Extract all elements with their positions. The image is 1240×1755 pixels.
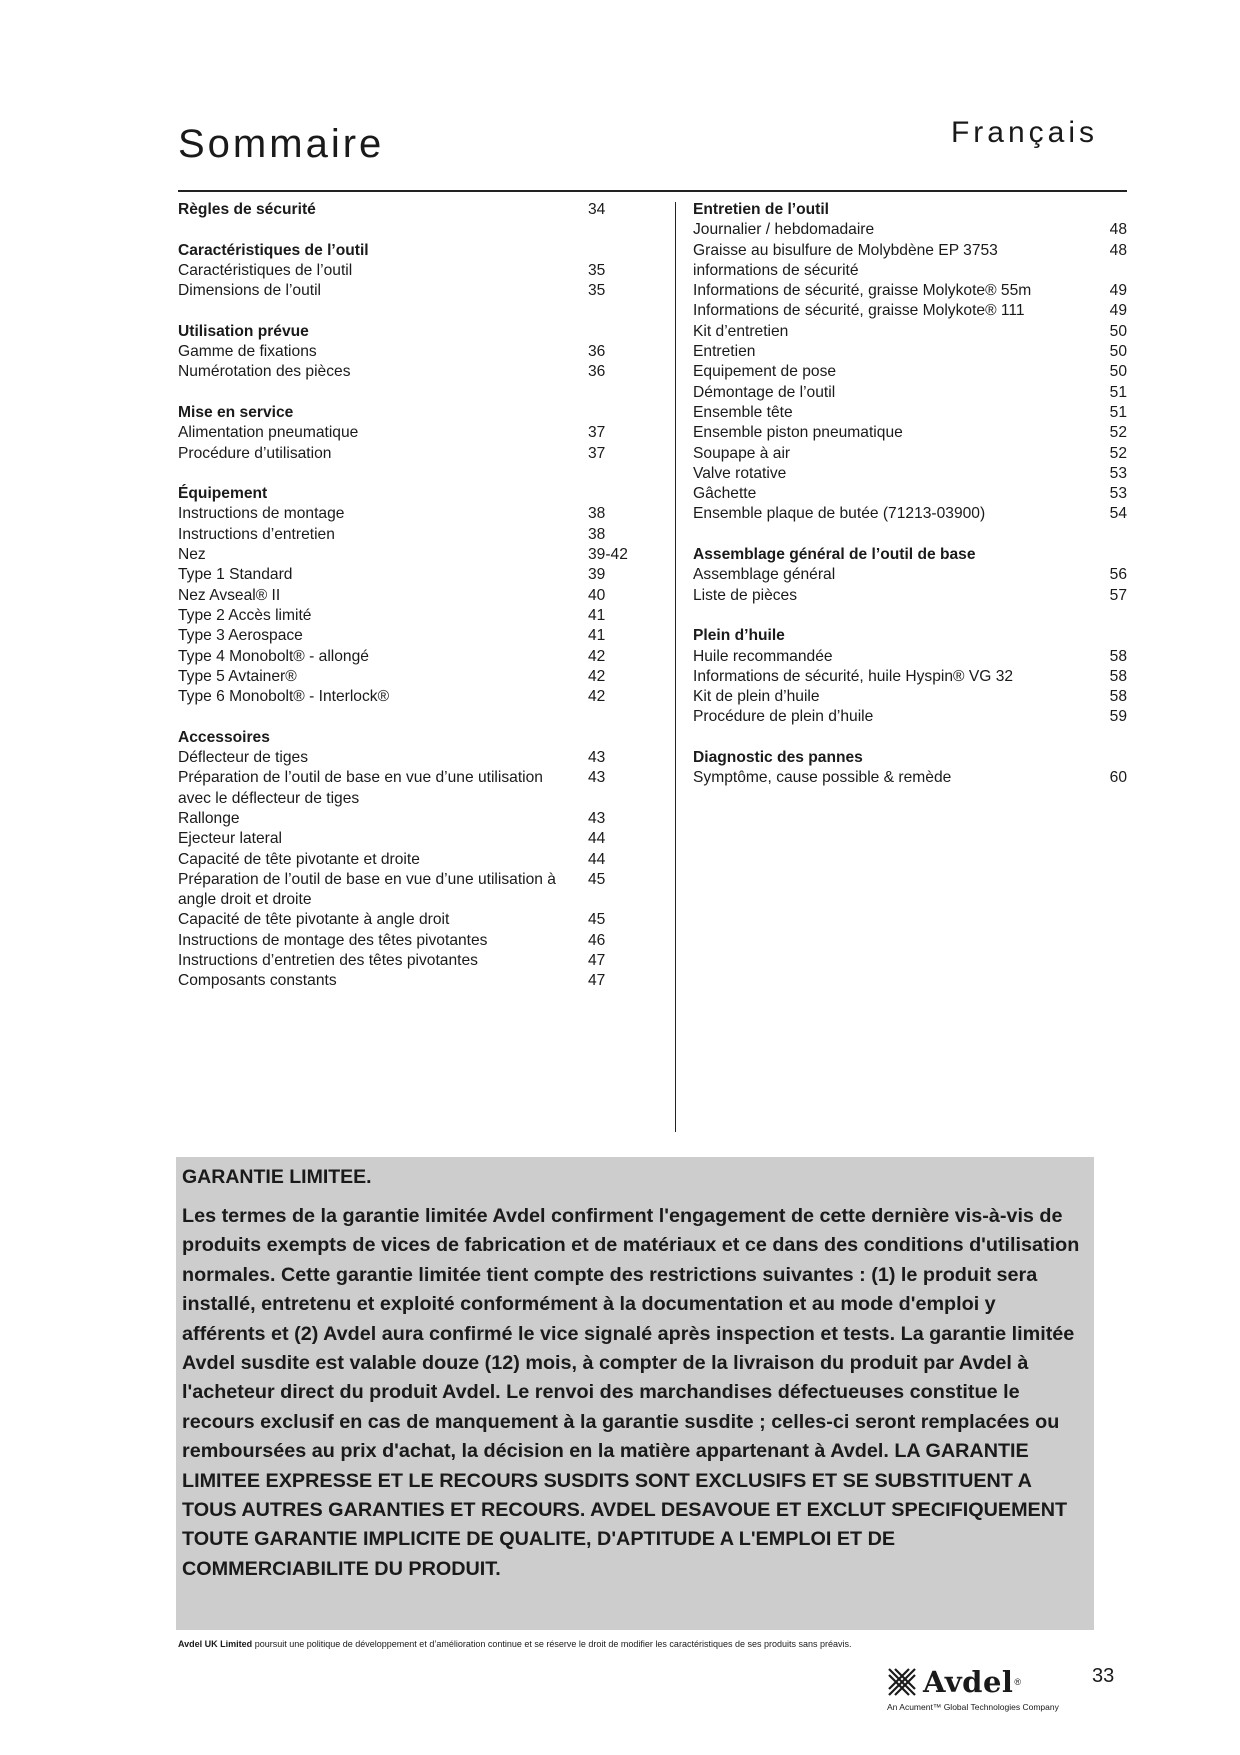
toc-entry-page: 43	[588, 769, 606, 787]
toc-section-heading	[178, 322, 650, 342]
toc-entry-page: 59	[1109, 708, 1127, 726]
toc-entry-label: Kit d’entretien	[693, 322, 789, 340]
toc-entry	[693, 504, 1127, 524]
toc-entry-label: Type 6 Monobolt® - Interlock®	[178, 688, 390, 706]
toc-entry-label: Gamme de fixations	[178, 343, 317, 361]
toc-entry-page: 39-42	[588, 546, 628, 564]
toc-entry-label: Ensemble tête	[693, 403, 793, 421]
toc-section-title: Accessoires	[178, 728, 270, 746]
toc-section-heading	[693, 200, 1127, 220]
toc-entry-page: 39	[588, 566, 606, 584]
toc-entry	[693, 667, 1127, 687]
toc-entry-label: Type 3 Aerospace	[178, 627, 303, 645]
toc-entry-label: Type 5 Avtainer®	[178, 667, 297, 685]
toc-entry-page: 58	[1109, 647, 1127, 665]
toc-entry-label: Type 2 Accès limité	[178, 606, 312, 624]
toc-entry-label: Informations de sécurité, graisse Molykote® 55m	[693, 282, 1032, 300]
toc-entry-page: 42	[588, 667, 606, 685]
toc-entry-page: 35	[588, 261, 606, 279]
toc-entry-page: 43	[588, 809, 606, 827]
toc-section-title: Assemblage général de l’outil de base	[693, 546, 976, 564]
toc-entry-page: 45	[588, 911, 606, 929]
toc-entry-label: Instructions d’entretien	[178, 525, 335, 543]
toc-entry-page: 57	[1109, 586, 1127, 604]
toc-entry-page: 53	[1109, 485, 1127, 503]
toc-entry	[178, 281, 650, 301]
toc-left-column	[178, 200, 650, 1012]
toc-entry	[693, 464, 1127, 484]
toc-entry-label: Liste de pièces	[693, 586, 798, 604]
toc-entry-label: Journalier / hebdomadaire	[693, 221, 875, 239]
toc-entry-page: 42	[588, 647, 606, 665]
toc-section	[178, 403, 650, 464]
toc-entry	[178, 951, 650, 971]
toc-entry-label: Type 1 Standard	[178, 566, 293, 584]
toc-entry-label: Kit de plein d’huile	[693, 688, 820, 706]
toc-entry	[693, 687, 1127, 707]
toc-entry	[178, 261, 650, 281]
toc-entry-label: informations de sécurité	[693, 261, 859, 279]
toc-entry-label: Informations de sécurité, huile Hyspin® VG 32	[693, 667, 1014, 685]
toc-entry-label: Dimensions de l’outil	[178, 282, 322, 300]
toc-entry-label: Préparation de l’outil de base en vue d’une utilisation à angle droit et droite	[178, 870, 556, 909]
logo-registered: ®	[1014, 1677, 1022, 1687]
toc-entry-label: Rallonge	[178, 809, 240, 827]
toc-entry-page: 58	[1109, 688, 1127, 706]
footer-company: Avdel UK Limited	[178, 1639, 253, 1649]
warranty-box	[176, 1157, 1094, 1630]
toc-entry-page: 51	[1109, 383, 1127, 401]
toc-entry-page: 50	[1109, 363, 1127, 381]
toc-entry-label: Entretien	[693, 343, 756, 361]
toc-entry-page: 37	[588, 444, 606, 462]
toc-entry-label: Composants constants	[178, 972, 337, 990]
toc-entry-page: 40	[588, 586, 606, 604]
toc-entry	[693, 362, 1127, 382]
toc-section-title: Diagnostic des pannes	[693, 749, 863, 767]
toc-section	[693, 200, 1127, 525]
toc-entry-page: 50	[1109, 322, 1127, 340]
toc-entry-label: Type 4 Monobolt® - allongé	[178, 647, 369, 665]
toc-entry-label: Capacité de tête pivotante et droite	[178, 850, 420, 868]
toc-section-title: Équipement	[178, 485, 268, 503]
toc-section-title: Règles de sécurité	[178, 201, 316, 218]
toc-entry-page: 42	[588, 688, 606, 706]
toc-entry-label: Gâchette	[693, 485, 757, 503]
toc-entry	[693, 403, 1127, 423]
toc-entry-label: Ensemble piston pneumatique	[693, 424, 903, 442]
toc-entry-page: 50	[1109, 343, 1127, 361]
toc-entry	[693, 383, 1127, 403]
toc-section	[178, 484, 650, 707]
toc-entry-page: 52	[1109, 424, 1127, 442]
toc-entry	[178, 850, 650, 870]
toc-entry	[693, 423, 1127, 443]
toc-entry-page: 41	[588, 627, 606, 645]
toc-entry-label: Symptôme, cause possible & remède	[693, 769, 952, 787]
logo-wordmark: Avdel	[923, 1665, 1014, 1699]
toc-entry-label: Ejecteur lateral	[178, 830, 283, 848]
toc-section-heading	[178, 403, 650, 423]
toc-section-heading	[693, 748, 1127, 768]
toc-entry	[178, 870, 650, 911]
toc-entry	[178, 545, 650, 565]
toc-entry-page: 48	[1109, 241, 1127, 259]
toc-entry-page: 38	[588, 525, 606, 543]
avdel-mark-icon	[887, 1667, 917, 1697]
toc-entry-label: Instructions d’entretien des têtes pivotantes	[178, 951, 478, 969]
toc-entry	[178, 768, 650, 809]
toc-entry-label: Soupape à air	[693, 444, 791, 462]
toc-entry-label: Informations de sécurité, graisse Molykote® 111	[693, 302, 1025, 320]
toc-entry	[178, 667, 650, 687]
toc-entry	[693, 444, 1127, 464]
toc-entry-page: 56	[1109, 566, 1127, 584]
toc-entry-label: Nez Avseal® II	[178, 586, 281, 604]
toc-entry	[693, 484, 1127, 504]
toc-entry-page: 51	[1109, 403, 1127, 421]
toc-entry	[693, 220, 1127, 240]
toc-entry-label: Numérotation des pièces	[178, 363, 351, 381]
header-rule	[178, 190, 1127, 192]
toc-section	[693, 626, 1127, 727]
toc-entry	[178, 565, 650, 585]
toc-section	[178, 728, 650, 992]
toc-section	[178, 241, 650, 302]
toc-entry-label: Equipement de pose	[693, 363, 837, 381]
toc-section-heading	[693, 545, 1127, 565]
toc-entry-label: Huile recommandée	[693, 647, 833, 665]
toc-entry-label: Valve rotative	[693, 464, 787, 482]
toc-entry-label: Procédure de plein d’huile	[693, 708, 874, 726]
toc-entry-page: 47	[588, 951, 606, 969]
toc-entry-label: Nez	[178, 546, 206, 564]
toc-entry	[178, 809, 650, 829]
toc-section-title: Plein d’huile	[693, 627, 785, 645]
toc-entry-page: 52	[1109, 444, 1127, 462]
toc-entry	[693, 301, 1127, 321]
toc-section-heading	[178, 484, 650, 504]
toc-section	[693, 748, 1127, 789]
toc-entry-label: Assemblage général	[693, 566, 836, 584]
toc-entry	[178, 606, 650, 626]
footer-note-text: poursuit une politique de développement et d’amélioration continue et se réserve le droit de modifier les caractéristiques de ses produits sans préavis.	[252, 1639, 852, 1649]
toc-section	[178, 322, 650, 383]
toc-right-column	[693, 200, 1127, 809]
toc-entry-page: 43	[588, 749, 606, 767]
toc-entry	[693, 322, 1127, 342]
toc-entry-page: 53	[1109, 464, 1127, 482]
toc-section-heading	[178, 200, 650, 220]
toc-entry	[693, 565, 1127, 585]
toc-entry	[693, 241, 1127, 261]
toc-entry	[178, 748, 650, 768]
toc-entry	[178, 342, 650, 362]
toc-entry	[178, 444, 650, 464]
toc-entry-page: 44	[588, 850, 606, 868]
toc-entry-label: Instructions de montage des têtes pivotantes	[178, 931, 488, 949]
toc-entry-page: 49	[1109, 302, 1127, 320]
toc-section-page: 34	[588, 201, 606, 218]
toc-section-title: Caractéristiques de l’outil	[178, 241, 369, 259]
warranty-body: Les termes de la garantie limitée Avdel confirment l'engagement de cette dernière vis-à-vis de produits exempts de vices de fabrication et de matériaux et ce dans des conditions d'utilisation normales. Cette garantie limitée tient compte des restrictions suivantes : (1) le produit sera installé, entretenu et exploité conformément à la documentation et au mode d'emploi y afférents et (2) Avdel aura confirmé le vice signalé après inspection et tests. La garantie limitée Avdel susdite est valable douze (12) mois, à compter de la livraison du produit par Avdel à l'acheteur direct du produit Avdel. Le renvoi des marchandises défectueuses constitue le recours exclusif en cas de manquement à la garantie susdite ; celles-ci seront remplacées ou remboursées au prix d'achat, la décision en la matière appartenant à Avdel. LA GARANTIE LIMITEE EXPRESSE ET LE RECOURS SUSDITS SONT EXCLUSIFS ET SE SUBSTITUENT A TOUS AUTRES GARANTIES ET RECOURS. AVDEL DESAVOUE ET EXCLUT SPECIFIQUEMENT TOUTE GARANTIE IMPLICITE DE QUALITE, D'APTITUDE A L'EMPLOI ET DE COMMERCIABILITE DU PRODUIT.	[182, 1205, 1080, 1580]
toc-entry-page: 49	[1109, 282, 1127, 300]
toc-section-title: Mise en service	[178, 403, 294, 421]
toc-entry	[178, 687, 650, 707]
toc-entry	[693, 768, 1127, 788]
toc-entry	[178, 504, 650, 524]
toc-entry-label: Ensemble plaque de butée (71213-03900)	[693, 505, 986, 523]
toc-entry	[178, 626, 650, 646]
toc-section-heading	[693, 626, 1127, 646]
toc-entry-page: 47	[588, 972, 606, 990]
toc-entry	[178, 829, 650, 849]
toc-entry-page: 44	[588, 830, 606, 848]
toc-entry-page: 35	[588, 282, 606, 300]
toc-entry	[693, 261, 1127, 281]
toc-entry-label: Procédure d’utilisation	[178, 444, 332, 462]
toc-entry-label: Caractéristiques de l’outil	[178, 261, 353, 279]
avdel-logo	[887, 1665, 1067, 1723]
toc-section	[178, 200, 650, 220]
page-title: Sommaire	[178, 122, 385, 166]
toc-entry	[178, 525, 650, 545]
toc-entry	[693, 586, 1127, 606]
toc-entry-label: Démontage de l’outil	[693, 383, 836, 401]
footer-note	[178, 1639, 852, 1649]
toc-entry-label: Déflecteur de tiges	[178, 749, 309, 767]
toc-entry-page: 60	[1109, 769, 1127, 787]
toc-entry	[178, 931, 650, 951]
toc-entry	[693, 342, 1127, 362]
toc-entry-page: 58	[1109, 667, 1127, 685]
toc-entry-label: Alimentation pneumatique	[178, 424, 359, 442]
logo-tagline: An Acument™ Global Technologies Company	[887, 1702, 1059, 1712]
toc-entry-label: Graisse au bisulfure de Molybdène EP 3753	[693, 241, 998, 259]
toc-entry-label: Instructions de montage	[178, 505, 345, 523]
toc-entry	[693, 707, 1127, 727]
toc-entry-page: 37	[588, 424, 606, 442]
toc-section-heading	[178, 728, 650, 748]
toc-entry	[693, 647, 1127, 667]
toc-entry-label: Capacité de tête pivotante à angle droit	[178, 911, 450, 929]
toc-entry	[178, 647, 650, 667]
toc-section-title: Utilisation prévue	[178, 322, 309, 340]
toc-entry	[178, 586, 650, 606]
toc-entry	[178, 910, 650, 930]
warranty-title: GARANTIE LIMITEE.	[182, 1166, 372, 1188]
toc-entry	[693, 281, 1127, 301]
toc-entry-page: 54	[1109, 505, 1127, 523]
toc-entry	[178, 362, 650, 382]
toc-entry-page: 45	[588, 870, 606, 888]
toc-entry-page: 36	[588, 343, 606, 361]
page-number: 33	[1092, 1665, 1115, 1687]
language-label: Français	[950, 116, 1098, 149]
toc-section-title: Entretien de l’outil	[693, 201, 830, 218]
toc-entry	[178, 423, 650, 443]
toc-section	[693, 545, 1127, 606]
toc-entry	[178, 971, 650, 991]
column-divider	[675, 202, 676, 1132]
toc-entry-page: 41	[588, 606, 606, 624]
toc-entry-label: Préparation de l’outil de base en vue d’une utilisation avec le déflecteur de tiges	[178, 769, 543, 807]
toc-entry-page: 38	[588, 505, 606, 523]
toc-entry-page: 46	[588, 931, 606, 949]
toc-entry-page: 48	[1109, 221, 1127, 239]
toc-section-heading	[178, 241, 650, 261]
toc-entry-page: 36	[588, 363, 606, 381]
